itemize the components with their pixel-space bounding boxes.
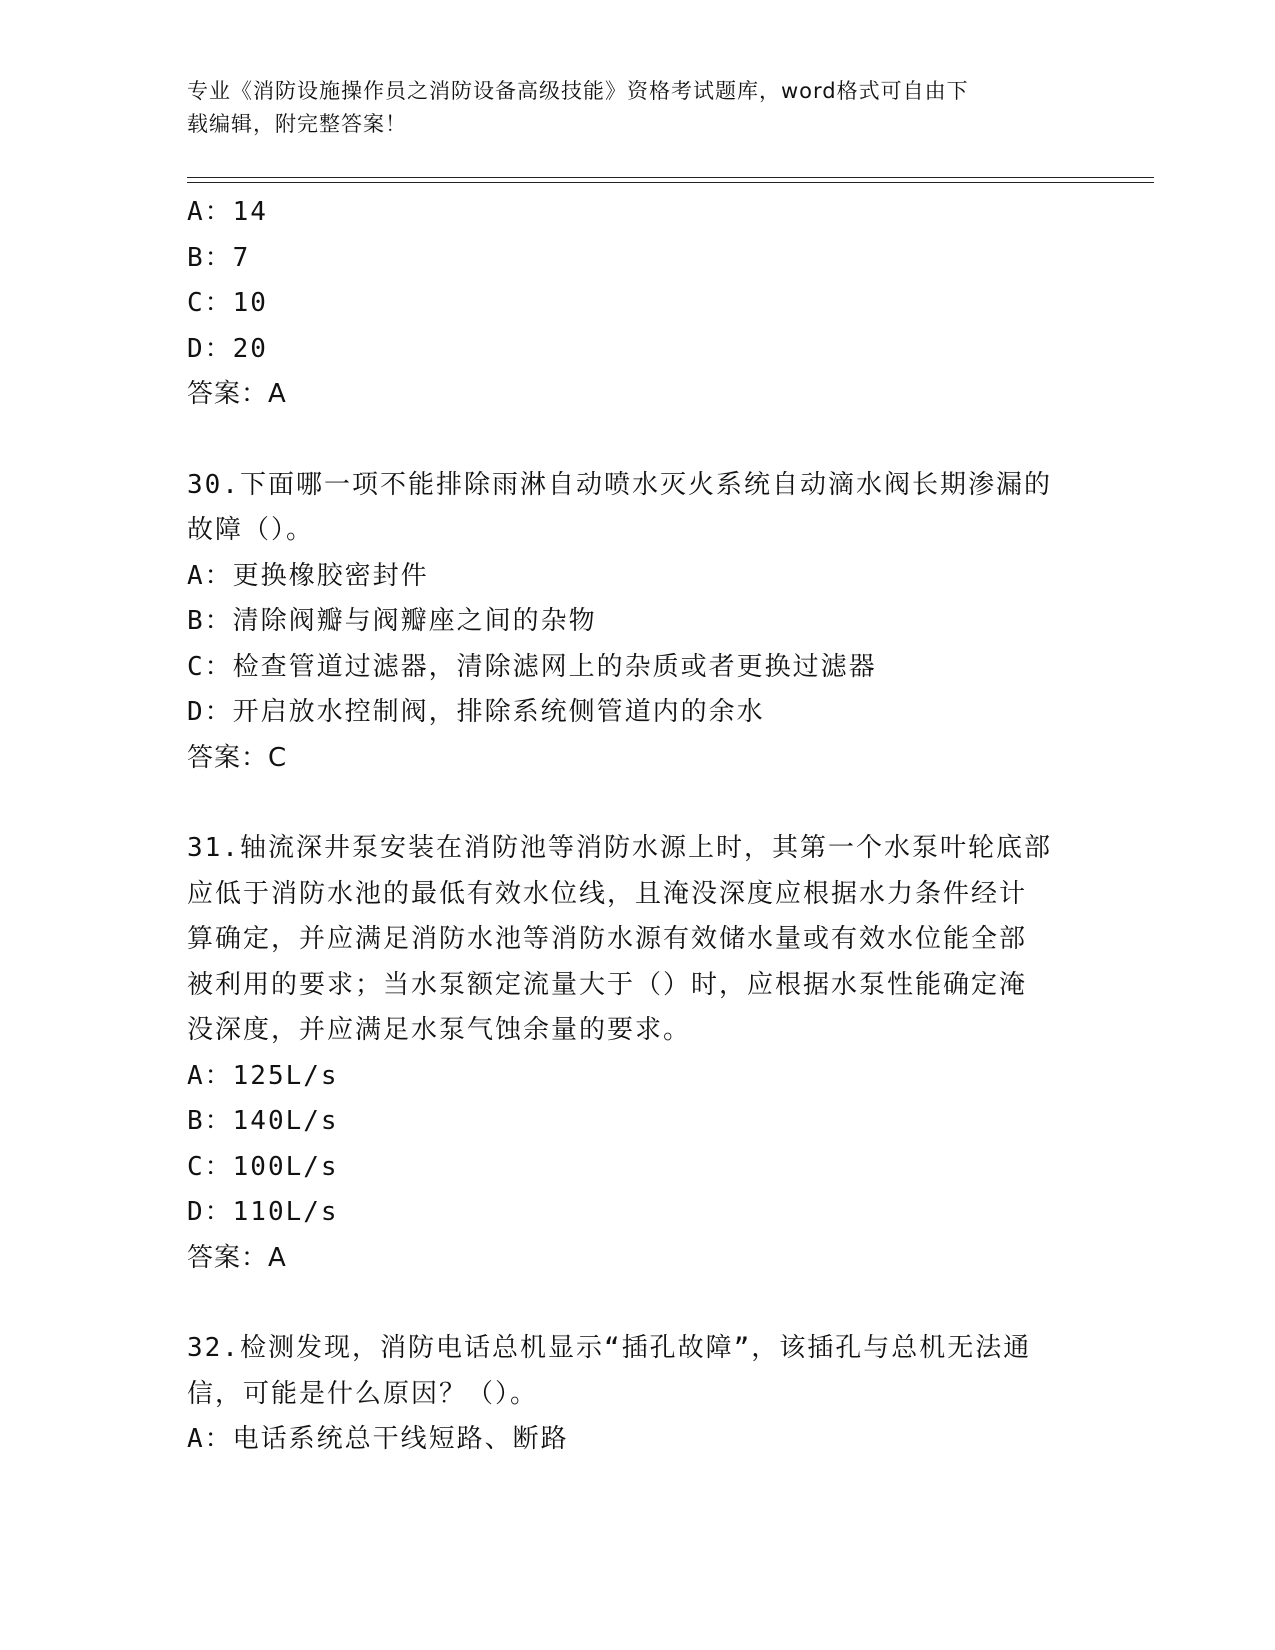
question-text-line: 32.检测发现，消防电话总机显示“插孔故障”，该插孔与总机无法通 bbox=[187, 1333, 1032, 1363]
option-a: A：125L/s bbox=[187, 1060, 339, 1091]
question-text-line: 应低于消防水池的最低有效水位线，且淹没深度应根据水力条件经计 bbox=[187, 878, 1028, 909]
option-a: A：14 bbox=[187, 197, 268, 227]
question-text-line: 故障（）。 bbox=[187, 515, 315, 545]
question-text-line: 算确定，并应满足消防水池等消防水源有效储水量或有效水位能全部 bbox=[187, 924, 1028, 954]
header-title-line-1: 专业《消防设施操作员之消防设备高级技能》资格考试题库，word格式可自由下 bbox=[187, 79, 969, 103]
option-d: D：110L/s bbox=[187, 1197, 339, 1227]
question-32 bbox=[187, 1326, 1087, 1463]
question-29-continued bbox=[187, 190, 1087, 418]
question-text-line: 30.下面哪一项不能排除雨淋自动喷水灭火系统自动滴水阀长期渗漏的 bbox=[187, 469, 1052, 500]
option-d: D：开启放水控制阀，排除系统侧管道内的余水 bbox=[187, 697, 765, 727]
header-title-line-2: 载编辑，附完整答案！ bbox=[187, 112, 407, 136]
option-a: A：更换橡胶密封件 bbox=[187, 560, 429, 591]
document-header bbox=[187, 75, 1067, 141]
option-c: C：10 bbox=[187, 288, 268, 318]
header-divider-bottom bbox=[187, 182, 1154, 183]
question-text-line: 没深度，并应满足水泵气蚀余量的要求。 bbox=[187, 1015, 692, 1045]
option-b: B：清除阀瓣与阀瓣座之间的杂物 bbox=[187, 606, 597, 636]
answer: 答案：A bbox=[187, 1242, 287, 1273]
option-c: C：检查管道过滤器，清除滤网上的杂质或者更换过滤器 bbox=[187, 651, 877, 682]
question-text-line: 31.轴流深井泵安装在消防池等消防水源上时，其第一个水泵叶轮底部 bbox=[187, 833, 1052, 863]
question-31 bbox=[187, 826, 1087, 1281]
option-b: B：7 bbox=[187, 242, 251, 273]
answer: 答案：A bbox=[187, 379, 287, 409]
question-text-line: 被利用的要求；当水泵额定流量大于（）时，应根据水泵性能确定淹 bbox=[187, 969, 1028, 1000]
option-b: B：140L/s bbox=[187, 1106, 339, 1136]
answer: 答案：C bbox=[187, 742, 288, 773]
option-a: A：电话系统总干线短路、断路 bbox=[187, 1424, 569, 1454]
header-divider-top bbox=[187, 177, 1154, 178]
option-d: D：20 bbox=[187, 333, 268, 364]
question-content bbox=[187, 190, 1087, 1463]
question-text-line: 信，可能是什么原因？（）。 bbox=[187, 1378, 539, 1409]
option-c: C：100L/s bbox=[187, 1151, 339, 1182]
question-30 bbox=[187, 463, 1087, 782]
